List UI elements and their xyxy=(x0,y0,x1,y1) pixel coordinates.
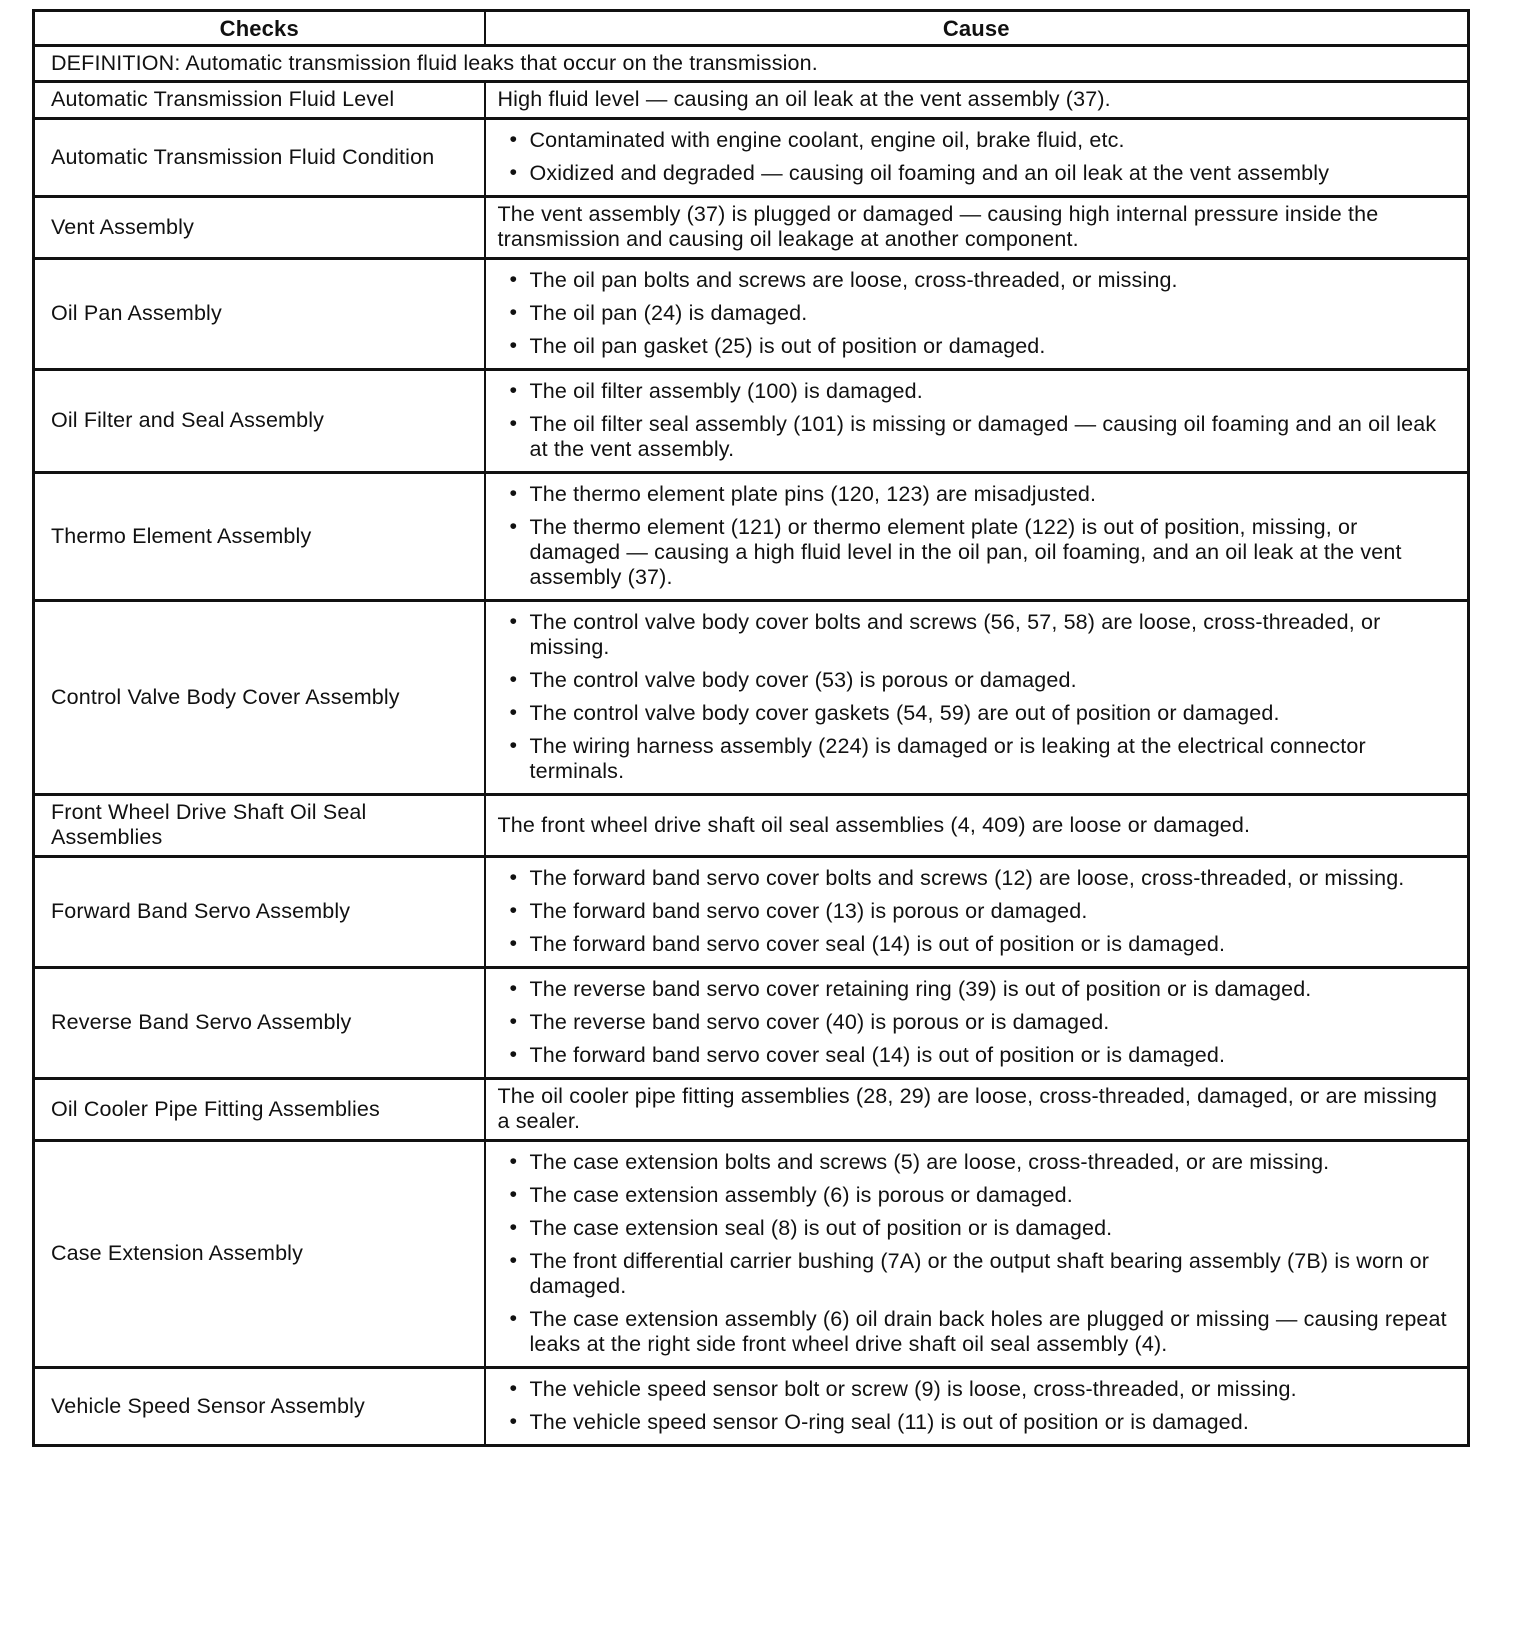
list-item: • The case extension bolts and screws (5) are loose, cross-threaded, or are missing. xyxy=(530,1146,1454,1179)
table-row xyxy=(34,968,1469,1079)
list-item: • The wiring harness assembly (224) is damaged or is leaking at the electrical connector terminals. xyxy=(530,730,1454,788)
cause-cell xyxy=(485,968,1469,1079)
cause-cell xyxy=(485,473,1469,601)
list-item: • The oil pan gasket (25) is out of position or damaged. xyxy=(530,330,1454,363)
table-row xyxy=(34,119,1469,197)
list-item: • The forward band servo cover seal (14) is out of position or is damaged. xyxy=(530,928,1454,961)
table-row xyxy=(34,601,1469,795)
list-item: • The thermo element plate pins (120, 123) are misadjusted. xyxy=(530,478,1454,511)
check-cell: Control Valve Body Cover Assembly xyxy=(34,601,485,795)
list-item: • The reverse band servo cover retaining ring (39) is out of position or is damaged. xyxy=(530,973,1454,1006)
table-row xyxy=(34,795,1469,857)
check-cell: Oil Filter and Seal Assembly xyxy=(34,370,485,473)
cause-list xyxy=(498,375,1454,466)
cause-cell: The front wheel drive shaft oil seal assemblies (4, 409) are loose or damaged. xyxy=(485,795,1469,857)
check-cell: Automatic Transmission Fluid Condition xyxy=(34,119,485,197)
cause-cell xyxy=(485,857,1469,968)
table-row xyxy=(34,1141,1469,1368)
cause-cell xyxy=(485,601,1469,795)
cause-list xyxy=(498,973,1454,1072)
check-cell: Vehicle Speed Sensor Assembly xyxy=(34,1368,485,1446)
table-row xyxy=(34,857,1469,968)
check-cell: Automatic Transmission Fluid Level xyxy=(34,82,485,119)
table-row xyxy=(34,259,1469,370)
table-row xyxy=(34,1079,1469,1141)
list-item: • The reverse band servo cover (40) is porous or is damaged. xyxy=(530,1006,1454,1039)
table-row xyxy=(34,1368,1469,1446)
list-item: • The control valve body cover gaskets (54, 59) are out of position or damaged. xyxy=(530,697,1454,730)
check-cell: Front Wheel Drive Shaft Oil Seal Assemblies xyxy=(34,795,485,857)
list-item: • The control valve body cover bolts and screws (56, 57, 58) are loose, cross-threaded, or missing. xyxy=(530,606,1454,664)
cause-cell: High fluid level — causing an oil leak at the vent assembly (37). xyxy=(485,82,1469,119)
list-item: • The forward band servo cover seal (14) is out of position or is damaged. xyxy=(530,1039,1454,1072)
list-item: • The case extension assembly (6) oil drain back holes are plugged or missing — causing repeat leaks at the right side front wheel drive shaft oil seal assembly (4). xyxy=(530,1303,1454,1361)
cause-cell xyxy=(485,370,1469,473)
list-item: • The oil filter assembly (100) is damaged. xyxy=(530,375,1454,408)
list-item: • The oil pan bolts and screws are loose, cross-threaded, or missing. xyxy=(530,264,1454,297)
check-cell: Forward Band Servo Assembly xyxy=(34,857,485,968)
table-body xyxy=(34,46,1469,1446)
check-cell: Thermo Element Assembly xyxy=(34,473,485,601)
cause-cell xyxy=(485,119,1469,197)
header-checks: Checks xyxy=(34,11,485,46)
header-row xyxy=(34,11,1469,46)
cause-list xyxy=(498,606,1454,788)
cause-list xyxy=(498,1373,1454,1439)
cause-cell xyxy=(485,259,1469,370)
list-item: • Contaminated with engine coolant, engine oil, brake fluid, etc. xyxy=(530,124,1454,157)
definition-row xyxy=(34,46,1469,82)
list-item: • The front differential carrier bushing (7A) or the output shaft bearing assembly (7B) is worn or damaged. xyxy=(530,1245,1454,1303)
check-cell: Vent Assembly xyxy=(34,197,485,259)
check-cell: Oil Pan Assembly xyxy=(34,259,485,370)
definition-text: DEFINITION: Automatic transmission fluid leaks that occur on the transmission. xyxy=(34,46,1469,82)
cause-list xyxy=(498,478,1454,594)
list-item: • The case extension assembly (6) is porous or damaged. xyxy=(530,1179,1454,1212)
check-cell: Reverse Band Servo Assembly xyxy=(34,968,485,1079)
list-item: • The case extension seal (8) is out of position or is damaged. xyxy=(530,1212,1454,1245)
check-cell: Oil Cooler Pipe Fitting Assemblies xyxy=(34,1079,485,1141)
cause-cell: The oil cooler pipe fitting assemblies (28, 29) are loose, cross-threaded, damaged, or are missing a sealer. xyxy=(485,1079,1469,1141)
cause-list xyxy=(498,862,1454,961)
cause-cell: The vent assembly (37) is plugged or damaged — causing high internal pressure inside the transmission and causing oil leakage at another component. xyxy=(485,197,1469,259)
cause-cell xyxy=(485,1368,1469,1446)
check-cell: Case Extension Assembly xyxy=(34,1141,485,1368)
table-row xyxy=(34,82,1469,119)
list-item: • The vehicle speed sensor O-ring seal (11) is out of position or is damaged. xyxy=(530,1406,1454,1439)
list-item: • The forward band servo cover bolts and screws (12) are loose, cross-threaded, or missing. xyxy=(530,862,1454,895)
table-row xyxy=(34,197,1469,259)
list-item: • The oil pan (24) is damaged. xyxy=(530,297,1454,330)
diagnostic-table xyxy=(32,9,1470,1447)
list-item: • The thermo element (121) or thermo element plate (122) is out of position, missing, or damaged — causing a high fluid level in the oil pan, oil foaming, and an oil leak at the vent assembly (37). xyxy=(530,511,1454,594)
table-row xyxy=(34,370,1469,473)
cause-cell xyxy=(485,1141,1469,1368)
list-item: • Oxidized and degraded — causing oil foaming and an oil leak at the vent assembly xyxy=(530,157,1454,190)
cause-list xyxy=(498,264,1454,363)
cause-list xyxy=(498,124,1454,190)
cause-list xyxy=(498,1146,1454,1361)
table-row xyxy=(34,473,1469,601)
list-item: • The forward band servo cover (13) is porous or damaged. xyxy=(530,895,1454,928)
list-item: • The oil filter seal assembly (101) is missing or damaged — causing oil foaming and an oil leak at the vent assembly. xyxy=(530,408,1454,466)
list-item: • The vehicle speed sensor bolt or screw (9) is loose, cross-threaded, or missing. xyxy=(530,1373,1454,1406)
list-item: • The control valve body cover (53) is porous or damaged. xyxy=(530,664,1454,697)
header-cause: Cause xyxy=(485,11,1469,46)
